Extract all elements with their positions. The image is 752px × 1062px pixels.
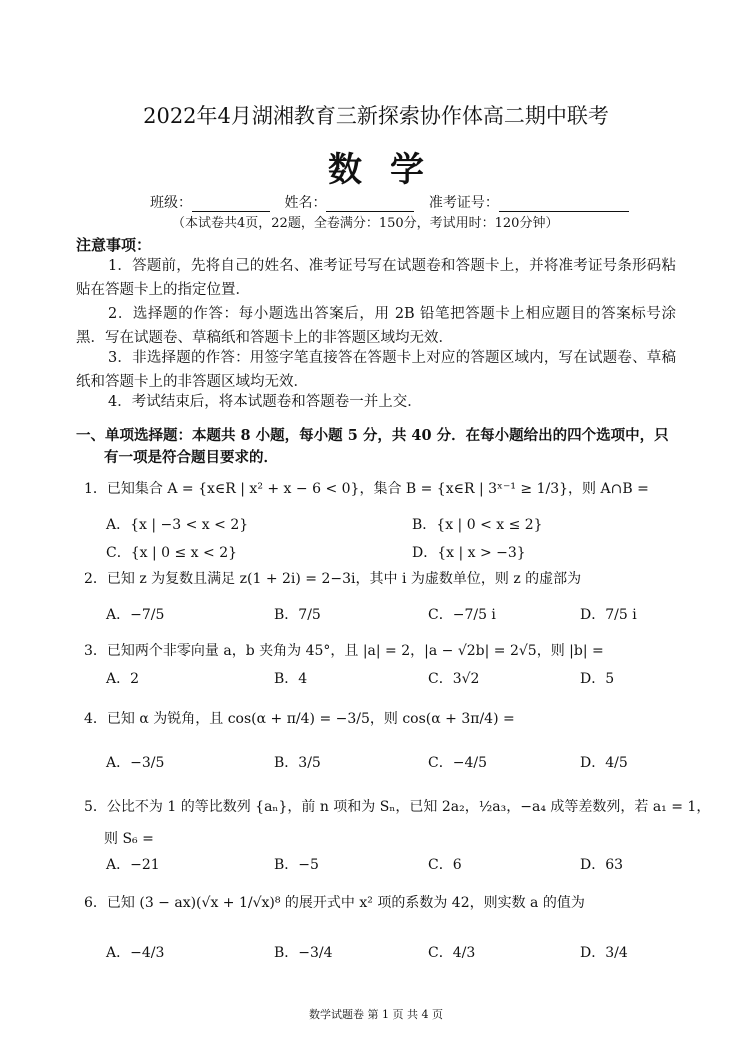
option-c: C．{x | 0 ≤ x < 2} bbox=[106, 545, 238, 561]
option-a: A．−7/5 bbox=[106, 607, 165, 623]
option-c: C．−7/5 i bbox=[428, 607, 496, 623]
student-fields bbox=[150, 192, 639, 212]
notice-item: 4．考试结束后，将本试题卷和答题卷一并上交． bbox=[108, 394, 422, 410]
question-stem: 2．已知 z 为复数且满足 z(1 + 2i) = 2−3i，其中 i 为虚数单位，则 z 的虚部为 bbox=[84, 571, 582, 587]
option-b: B．−5 bbox=[274, 857, 319, 873]
question-stem: 6．已知 (3 − ax)(√x + 1/√x)⁸ 的展开式中 x² 项的系数为 42，则实数 a 的值为 bbox=[84, 895, 585, 911]
notice-item: 1．答题前，先将自己的姓名、准考证号写在试题卷和答题卡上，并将准考证号条形码粘贴在答题卡上的指定位置． bbox=[76, 258, 676, 298]
option-c: C．6 bbox=[428, 857, 462, 873]
option-d: D．5 bbox=[580, 671, 615, 687]
question-stem: 4．已知 α 为锐角，且 cos(α + π/4) = −3/5，则 cos(α + 3π/4) = bbox=[84, 711, 515, 727]
subject-title: 数学 bbox=[328, 150, 452, 190]
option-d: D．7/5 i bbox=[580, 607, 637, 623]
option-a: A．−4/3 bbox=[106, 945, 165, 961]
option-b: B．7/5 bbox=[274, 607, 321, 623]
option-b: B．−3/4 bbox=[274, 945, 333, 961]
section-heading: 一、单项选择题：本题共 8 小题，每小题 5 分，共 40 分．在每小题给出的四个选项中，只 bbox=[76, 427, 669, 444]
notice-item: 3．非选择题的作答：用签字笔直接答在答题卡上对应的答题区域内，写在试题卷、草稿纸和答题卡上的非答题区域均无效． bbox=[76, 350, 676, 390]
option-d: D．4/5 bbox=[580, 755, 628, 771]
id-blank[interactable] bbox=[499, 197, 629, 212]
option-d: D．3/4 bbox=[580, 945, 628, 961]
question-stem-cont: 则 S₆ = bbox=[104, 831, 154, 847]
option-a: A．−21 bbox=[106, 857, 160, 873]
option-b: B．4 bbox=[274, 671, 308, 687]
option-b: B．{x | 0 < x ≤ 2} bbox=[412, 517, 543, 533]
option-d: D．{x | x > −3} bbox=[412, 545, 526, 561]
option-a: A．{x | −3 < x < 2} bbox=[106, 517, 249, 533]
option-c: C．4/3 bbox=[428, 945, 476, 961]
question-stem: 5．公比不为 1 的等比数列 {aₙ}，前 n 项和为 Sₙ，已知 2a₂，½a₃，−a₄ 成等差数列，若 a₁ = 1， bbox=[84, 799, 711, 815]
class-blank[interactable] bbox=[192, 197, 270, 212]
notice-heading: 注意事项： bbox=[76, 236, 152, 254]
option-c: C．3√2 bbox=[428, 671, 480, 687]
name-blank[interactable] bbox=[326, 197, 414, 212]
exam-info: （本试卷共4页，22题，全卷满分：150分，考试用时：120分钟） bbox=[172, 216, 559, 231]
page-footer: 数学试题卷 第 1 页 共 4 页 bbox=[309, 1008, 443, 1021]
notice-item: 2．选择题的作答：每小题选出答案后，用 2B 铅笔把答题卡上相应题目的答案标号涂黑．写在试题卷、草稿纸和答题卡上的非答题区域均无效． bbox=[76, 306, 676, 346]
question-stem: 1．已知集合 A = {x∈R | x² + x − 6 < 0}，集合 B = {x∈R | 3ˣ⁻¹ ≥ 1/3}，则 A∩B = bbox=[84, 481, 649, 497]
option-b: B．3/5 bbox=[274, 755, 321, 771]
option-a: A．−3/5 bbox=[106, 755, 165, 771]
option-d: D．63 bbox=[580, 857, 624, 873]
option-c: C．−4/5 bbox=[428, 755, 487, 771]
exam-title: 2022年4月湖湘教育三新探索协作体高二期中联考 bbox=[143, 104, 609, 128]
id-label: 准考证号： bbox=[428, 195, 499, 211]
class-label: 班级： bbox=[150, 195, 192, 211]
question-stem: 3．已知两个非零向量 a，b 夹角为 45°，且 |a| = 2，|a − √2b| = 2√5，则 |b| = bbox=[84, 643, 604, 659]
name-label: 姓名： bbox=[284, 195, 327, 211]
option-a: A．2 bbox=[106, 671, 140, 687]
section-heading-cont: 有一项是符合题目要求的． bbox=[104, 449, 278, 466]
